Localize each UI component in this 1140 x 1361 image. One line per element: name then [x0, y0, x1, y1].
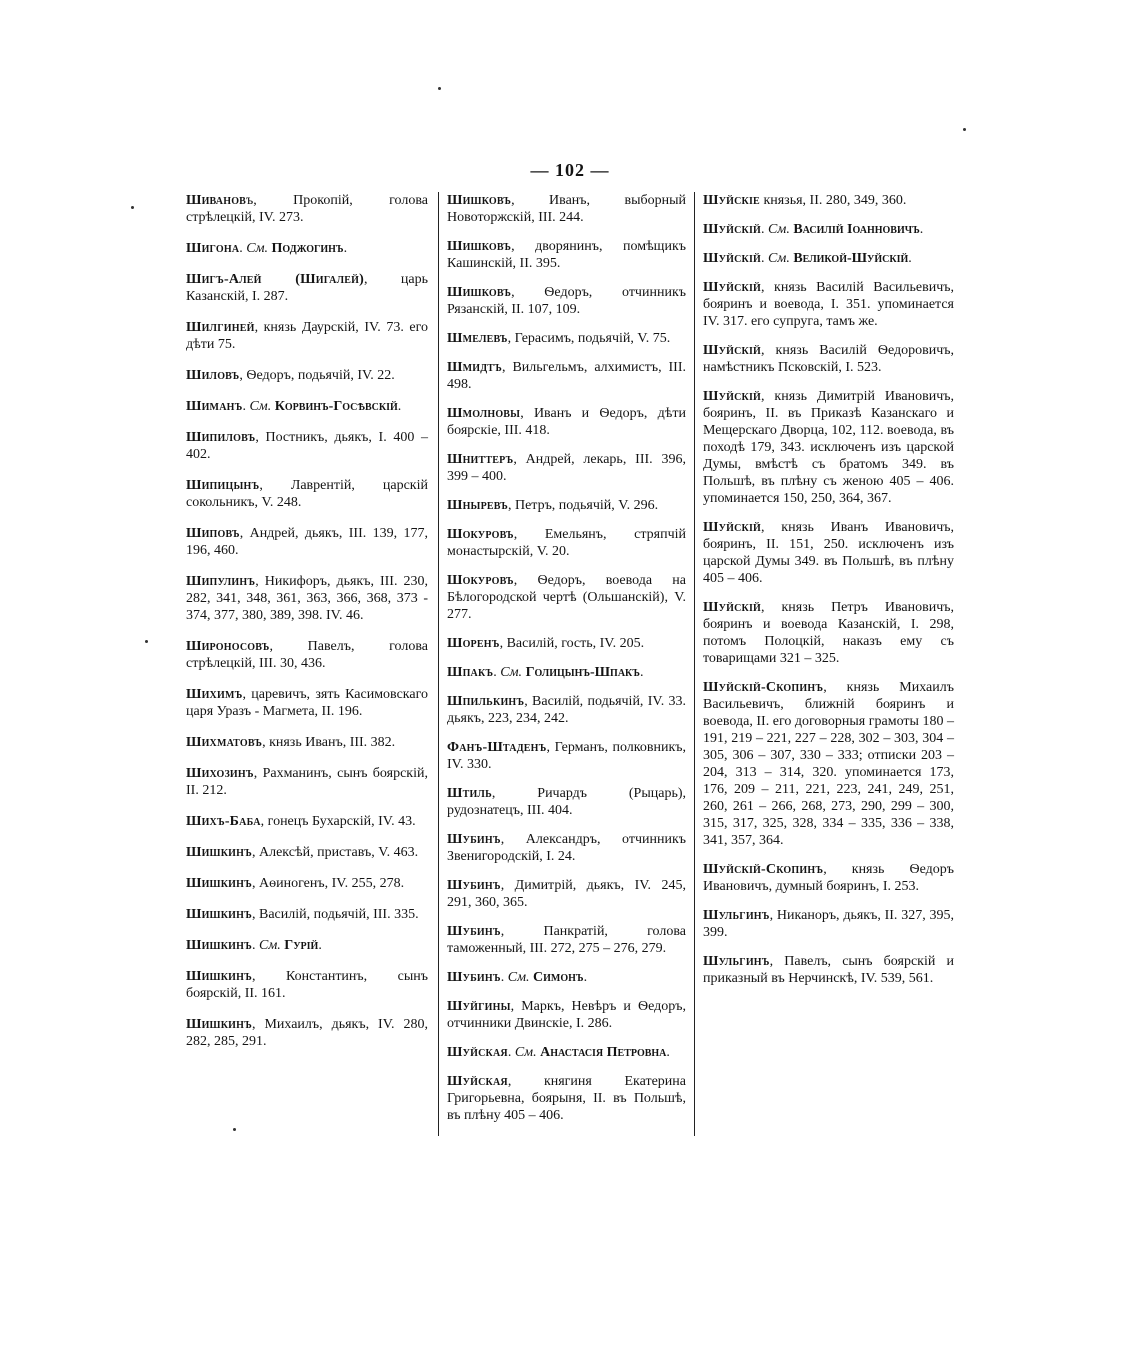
entry-headword: Шишкинъ — [186, 1017, 252, 1032]
entry-headword: Шуйская — [447, 1074, 508, 1089]
entry-text: , Никифоръ, дьякъ, III. 230, 282, 341, 348, 361, 363, 366, 368, 373 - 374, 377, 380, 389, 398. IV. 46. — [186, 574, 428, 623]
scan-speck — [963, 128, 966, 131]
see-reference-label: См. — [514, 1045, 537, 1060]
entry-text: , Лаврентій, царскій сокольникъ, V. 248. — [186, 478, 428, 510]
entry-headword: Шубинъ — [447, 924, 501, 939]
entry-headword: Широносовъ — [186, 639, 270, 654]
entry-headword: Шиповъ — [186, 526, 240, 541]
index-entry — [186, 573, 428, 624]
entry-text: , князь Ѳедоръ Ивановичъ, думный бояринъ, I. 253. — [703, 862, 954, 894]
index-entry — [703, 279, 954, 330]
entry-text: , Панкратій, голова таможенный, III. 272, 275 – 276, 279. — [447, 924, 686, 956]
entry-headword: Шуйскій — [703, 343, 762, 358]
index-entry — [186, 937, 428, 954]
entry-headword: Шигъ-Алей (Шигалей) — [186, 272, 364, 287]
index-entry — [186, 813, 428, 830]
entry-text: , Ѳедоръ, отчинникъ Рязанскій, II. 107, 109. — [447, 285, 686, 317]
index-entry — [186, 271, 428, 305]
entry-headword: Штиль — [447, 786, 492, 801]
entry-text: , князь Михаилъ Васильевичъ, ближній бояринъ и воевода, II. его договорныя грамоты 180 – 191, 219 – 221, 227 – 228, 302 – 303, 304 – 305, 306 – 307, 330 – 333; отписки 203 – 204, 313 – 314, 320. упоминается 173, 176, 209 – 211, 221, 223, 241, 249, 251, 260, 261 – 266, 268, 273, 290, 299 – 300, 315, 317, 325, 328, 334 – 335, 336 – 338, 341, 357, 364. — [703, 680, 954, 848]
entry-tail: . — [908, 251, 912, 266]
entry-text: , княгиня Екатерина Григорьевна, боярыня, II. въ Польшѣ, въ плѣну 405 – 406. — [447, 1074, 686, 1123]
index-entry — [186, 192, 428, 226]
entry-headword: Шубинъ — [447, 832, 501, 847]
cross-reference: Василій Іоанновичъ — [793, 222, 920, 237]
index-entry — [186, 875, 428, 892]
entry-text: , князь Василій Васильевичъ, бояринъ и воевода, I. 351. упоминается IV. 317. его супруга, тамъ же. — [703, 280, 954, 329]
index-entry — [186, 906, 428, 923]
see-reference-label: См. — [768, 251, 790, 266]
entry-headword: Шуйскій — [703, 389, 762, 404]
entry-text: , Вильгельмъ, алхимистъ, III. 498. — [447, 360, 686, 392]
index-entry — [703, 221, 954, 238]
entry-headword: Шиловъ — [186, 368, 240, 383]
index-entry — [447, 635, 686, 652]
entry-text: , Иванъ и Ѳедоръ, дѣти боярскіе, III. 418. — [447, 406, 686, 438]
entry-tail: . — [919, 222, 924, 237]
entry-text: , Маркъ, Невѣръ и Ѳедоръ, отчинники Двинскіе, I. 286. — [447, 999, 686, 1031]
index-entry — [186, 525, 428, 559]
entry-text: , князь Даурскій, IV. 73. его дѣти 75. — [186, 320, 428, 352]
entry-headword: Шуйскій-Скопинъ — [703, 680, 824, 695]
see-reference-label: См. — [259, 938, 281, 953]
scan-speck — [145, 640, 148, 643]
index-entry — [186, 240, 428, 257]
index-entry — [186, 968, 428, 1002]
see-reference-label: См. — [768, 222, 790, 237]
index-entry — [703, 679, 954, 849]
index-entry — [447, 969, 686, 986]
index-entry — [703, 388, 954, 507]
entry-text: , Василій, подьячій, IV. 33. дьякъ, 223, 234, 242. — [447, 694, 686, 726]
index-entry — [703, 519, 954, 587]
entry-text: , Герасимъ, подьячій, V. 75. — [507, 331, 671, 346]
entry-headword: Шихозинъ — [186, 766, 254, 781]
scan-speck — [233, 1128, 236, 1131]
entry-headword: Шуйскіе — [703, 193, 760, 208]
index-entry — [186, 477, 428, 511]
entry-headword: Шокуровъ — [447, 573, 514, 588]
entry-text: . — [507, 1045, 515, 1060]
index-entry — [186, 765, 428, 799]
scan-speck — [131, 206, 134, 209]
index-entry — [186, 367, 428, 384]
entry-text: , князь Димитрій Ивановичъ, бояринъ, II. въ Приказѣ Казанскаго и Мещерскаго Дворца, 102, 112. воевода, въ походѣ 179, 343. исключенъ изъ царской Думы, вмѣстѣ съ братомъ 349. въ Польшѣ, въ плѣну съ женою 405 – 406. упоминается 150, 250, 364, 367. — [703, 389, 954, 506]
index-entry — [703, 342, 954, 376]
entry-headword: Шишкинъ — [186, 876, 252, 891]
index-entry — [186, 1016, 428, 1050]
entry-tail: . — [666, 1045, 670, 1060]
entry-headword: Шишковъ — [447, 239, 512, 254]
entry-headword: Шуйскій — [703, 600, 762, 615]
entry-headword: Шишкинъ — [186, 938, 252, 953]
entry-text: , Рахманинъ, сынъ боярскій, II. 212. — [186, 766, 428, 798]
index-entry — [447, 693, 686, 727]
entry-text: . — [252, 938, 259, 953]
index-entry — [186, 398, 428, 415]
entry-tail: . — [397, 399, 402, 414]
entry-text: , Андрей, лекарь, III. 396, 399 – 400. — [447, 452, 686, 484]
index-entry — [447, 330, 686, 347]
entry-headword: Шпакъ — [447, 665, 494, 680]
entry-text: , Петръ, подьячій, V. 296. — [507, 498, 659, 513]
entry-headword: Шубинъ — [447, 878, 501, 893]
entry-text: , Андрей, дьякъ, III. 139, 177, 196, 460. — [186, 526, 428, 558]
entry-text: , князь Иванъ, III. 382. — [262, 735, 396, 750]
index-entry — [703, 250, 954, 267]
index-entry — [186, 429, 428, 463]
index-entry — [447, 451, 686, 485]
cross-reference: Великой-Шуйскій — [793, 251, 909, 266]
index-entry — [447, 1073, 686, 1124]
entry-text: , Аѳиногенъ, IV. 255, 278. — [252, 876, 405, 891]
entry-headword: Шуйскій — [703, 251, 762, 266]
entry-headword: Шпилькинъ — [447, 694, 525, 709]
cross-reference: Голицынъ-Шпакъ — [525, 665, 640, 680]
entry-headword: Шуйскій-Скопинъ — [703, 862, 824, 877]
index-entry — [447, 1044, 686, 1061]
entry-headword: Шокуровъ — [447, 527, 514, 542]
index-entry — [447, 405, 686, 439]
index-column-2 — [438, 192, 695, 1136]
index-entry — [186, 734, 428, 751]
index-entry — [703, 907, 954, 941]
index-entry — [447, 877, 686, 911]
entry-text: , Александръ, отчинникъ Звенигородскій, I. 24. — [447, 832, 686, 864]
entry-headword: Шоренъ — [447, 636, 500, 651]
index-entry — [703, 861, 954, 895]
entry-text: , Германъ, полковникъ, IV. 330. — [447, 740, 686, 772]
index-entry — [447, 238, 686, 272]
index-entry — [186, 319, 428, 353]
entry-text: , Ѳедоръ, воевода на Бѣлогородской чертѣ (Ольшанскій), V. 277. — [447, 573, 686, 622]
entry-headword: Фанъ-Штаденъ — [447, 740, 547, 755]
entry-headword: Шуйскій — [703, 222, 762, 237]
entry-headword: Шульгинъ — [703, 908, 770, 923]
entry-text: . — [242, 399, 250, 414]
cross-reference: Поджогинъ — [271, 241, 344, 256]
entry-text: , Димитрій, дьякъ, IV. 245, 291, 360, 365. — [447, 878, 686, 910]
index-entry — [703, 599, 954, 667]
index-entry — [447, 785, 686, 819]
cross-reference: Симонъ — [533, 970, 584, 985]
entry-text: , князь Иванъ Ивановичъ, бояринъ, II. 151, 250. исключенъ изъ царской Думы 349. въ Польшѣ, въ плѣну 405 – 406. — [703, 520, 954, 586]
entry-headword: Шмелевъ — [447, 331, 508, 346]
entry-headword: Шигона — [186, 241, 240, 256]
entry-headword: Шихъ-Баба — [186, 814, 261, 829]
entry-headword: Шуйгины — [447, 999, 511, 1014]
entry-text: , Иванъ, выборный Новоторжскій, III. 244. — [447, 193, 686, 225]
index-entry — [447, 572, 686, 623]
entry-text: , Ѳедоръ, подьячій, IV. 22. — [239, 368, 395, 383]
entry-headword: Шилгиней — [186, 320, 255, 335]
entry-headword: Шишковъ — [447, 285, 512, 300]
index-entry — [447, 526, 686, 560]
index-entry — [186, 844, 428, 861]
entry-text: , Постникъ, дьякъ, I. 400 – 402. — [186, 430, 428, 462]
entry-text: , царь Казанскій, I. 287. — [186, 272, 429, 304]
entry-headword: Шихимъ — [186, 687, 243, 702]
entry-headword: Шипицынъ — [186, 478, 260, 493]
index-entry — [186, 686, 428, 720]
index-entry — [186, 638, 428, 672]
index-entry — [703, 953, 954, 987]
index-entry — [447, 192, 686, 226]
index-column-1 — [186, 192, 438, 1136]
index-entry — [447, 923, 686, 957]
index-entry — [447, 739, 686, 773]
entry-text: . — [493, 665, 501, 680]
entry-headword: Шниттеръ — [447, 452, 514, 467]
index-entry — [447, 359, 686, 393]
index-entry — [447, 998, 686, 1032]
index-entry — [447, 664, 686, 681]
entry-text: , гонецъ Бухарскій, IV. 43. — [260, 814, 416, 829]
cross-reference: Гурій — [284, 938, 319, 953]
entry-headword: Шуйскій — [703, 520, 762, 535]
entry-headword: Шипиловъ — [186, 430, 256, 445]
entry-headword: Шиманъ — [186, 399, 243, 414]
entry-text: , Михаилъ, дьякъ, IV. 280, 282, 285, 291. — [186, 1017, 428, 1049]
entry-headword: Шмолновы — [447, 406, 521, 421]
cross-reference: Корвинъ-Госѣвскій — [274, 399, 398, 414]
cross-reference: Анастасія Петровна — [540, 1045, 667, 1060]
see-reference-label: См. — [507, 970, 530, 985]
entry-headword: Шихматовъ — [186, 735, 263, 750]
entry-text: , Василій, подьячій, III. 335. — [252, 907, 419, 922]
entry-headword: Шубинъ — [447, 970, 501, 985]
entry-headword: Шишкинъ — [186, 907, 252, 922]
entry-headword: Шиванов — [186, 193, 247, 208]
entry-text: , князь Василій Ѳедоровичъ, намѣстникъ Псковскій, I. 523. — [703, 343, 954, 375]
entry-text: , Алексѣй, приставъ, V. 463. — [252, 845, 419, 860]
see-reference-label: См. — [500, 665, 523, 680]
page-number: — 102 — — [530, 160, 610, 180]
index-columns — [186, 192, 954, 1136]
entry-text: . — [239, 241, 247, 256]
entry-text: , царевичъ, зять Касимовскаго царя Уразъ - Магмета, II. 196. — [186, 687, 428, 719]
see-reference-label: См. — [249, 399, 272, 414]
entry-text: , Емельянъ, стряпчій монастырскій, V. 20. — [447, 527, 686, 559]
entry-text: , Ричардъ (Рыцарь), рудознатецъ, III. 404. — [447, 786, 686, 818]
entry-headword: Шишкинъ — [186, 969, 252, 984]
entry-text: ъ, Прокопій, голова стрѣлецкій, IV. 273. — [186, 193, 428, 225]
see-reference-label: См. — [246, 241, 269, 256]
entry-headword: Шмидтъ — [447, 360, 502, 375]
entry-text: , князь Петръ Ивановичъ, бояринъ и воевода Казанскій, I. 298, потомъ Полоцкій, наказъ ему съ товарищами 321 – 325. — [703, 600, 954, 666]
entry-headword: Шишковъ — [447, 193, 512, 208]
index-entry — [447, 284, 686, 318]
index-entry — [703, 192, 954, 209]
index-entry — [447, 831, 686, 865]
entry-text: , Василій, гость, IV. 205. — [499, 636, 645, 651]
index-entry — [447, 497, 686, 514]
scan-speck — [438, 87, 441, 90]
entry-text: , Павелъ, голова стрѣлецкій, III. 30, 436. — [186, 639, 428, 671]
entry-headword: Шныревъ — [447, 498, 508, 513]
entry-tail: . — [583, 970, 588, 985]
index-column-3 — [695, 192, 954, 1136]
entry-headword: Шипулинъ — [186, 574, 256, 589]
entry-text: , Никаноръ, дьякъ, II. 327, 395, 399. — [703, 908, 954, 940]
entry-headword: Шишкинъ — [186, 845, 252, 860]
entry-tail: . — [343, 241, 348, 256]
entry-text: , дворянинъ, помѣщикъ Кашинскій, II. 395. — [447, 239, 686, 271]
entry-text: князья, II. 280, 349, 360. — [759, 193, 907, 208]
entry-text: , Константинъ, сынъ боярскій, II. 161. — [186, 969, 428, 1001]
entry-text: , Павелъ, сынъ боярскій и приказный въ Нерчинскѣ, IV. 539, 561. — [703, 954, 954, 986]
entry-tail: . — [639, 665, 644, 680]
entry-headword: Шуйская — [447, 1045, 508, 1060]
entry-text: . — [761, 222, 769, 237]
entry-text: . — [500, 970, 508, 985]
entry-tail: . — [318, 938, 322, 953]
entry-headword: Шульгинъ — [703, 954, 770, 969]
entry-headword: Шуйскій — [703, 280, 762, 295]
entry-text: . — [761, 251, 769, 266]
